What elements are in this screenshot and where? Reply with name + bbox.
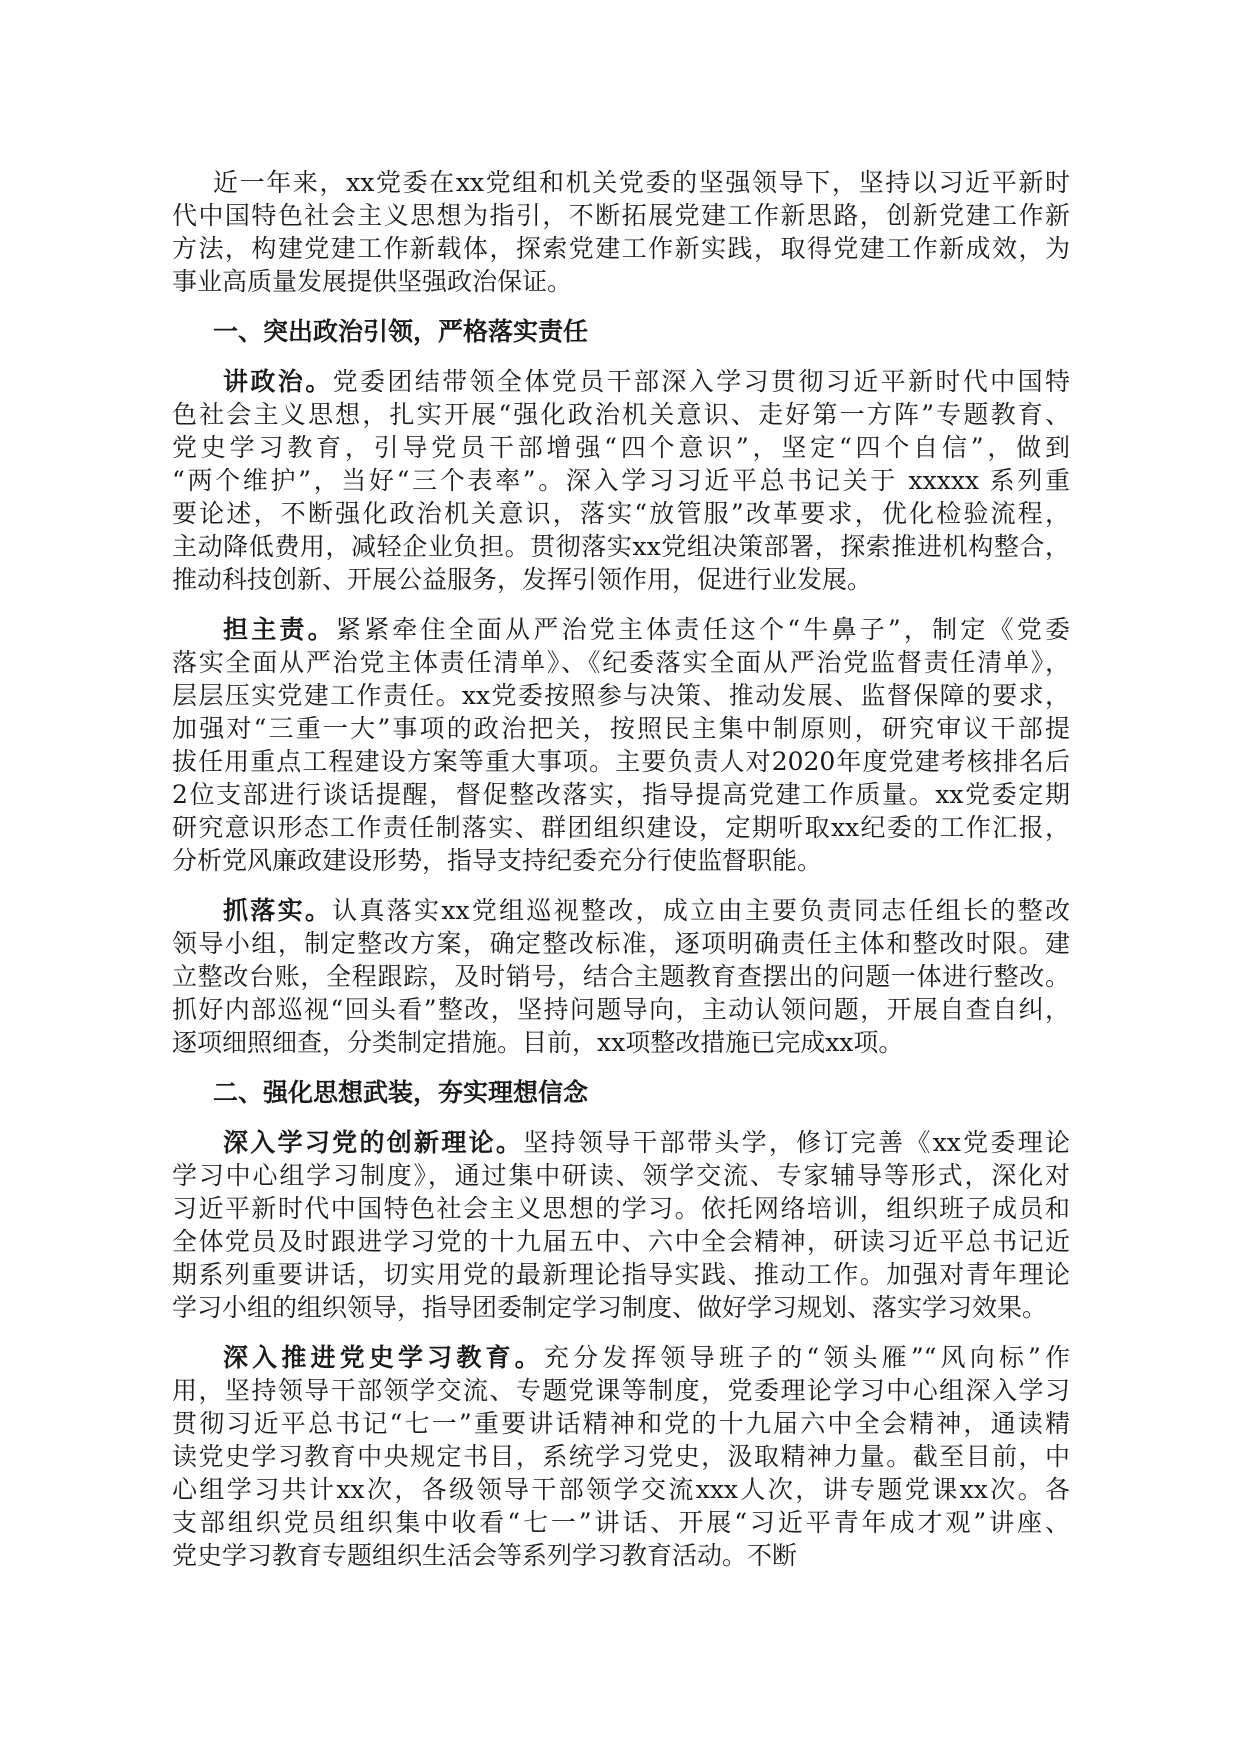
paragraph-line [172,712,1070,745]
line-text: 事业高质量发展提供坚强政治保证。 [172,267,573,296]
line-text: 拔任用重点工程建设方案等重大事项。主要负责人对2020年度党建考核排名后 [172,747,1070,776]
line-text: 代中国特色社会主义思想为指引，不断拓展党建工作新思路，创新党建工作新 [172,201,1070,230]
paragraph-line [172,1026,1070,1059]
line-text: 紧紧牵住全面从严治党主体责任这个“牛鼻子”，制定《党委 [335,615,1070,644]
section-heading: 二、强化思想武装，夯实理想信念 [213,1078,589,1107]
line-text: 期系列重要讲话，切实用党的最新理论指导实践、推动工作。加强对青年理论 [172,1260,1070,1289]
paragraph-line [172,745,1070,778]
paragraph-line [172,1473,1070,1506]
line-text: 充分发挥领导班子的“领头雁”“风向标”作 [543,1343,1070,1372]
document-body [172,166,1070,1589]
paragraph-lead: 深入推进党史学习教育。 [223,1343,544,1372]
body-paragraph [172,613,1070,877]
paragraph-line [172,613,1070,646]
line-text: 分析党风廉政建设形势，指导支持纪委充分行使监督职能。 [172,846,823,875]
paragraph-line [172,1506,1070,1539]
paragraph-line [172,646,1070,679]
paragraph-line [172,679,1070,712]
paragraph-line [172,464,1070,497]
line-text: 贯彻习近平总书记“七一”重要讲话精神和党的十九届六中全会精神，通读精 [172,1409,1070,1438]
paragraph-line [172,844,1070,877]
paragraph-line [172,1258,1070,1291]
paragraph-lead: 深入学习党的创新理论。 [223,1128,524,1157]
line-text: 坚持领导干部带头学，修订完善《xx党委理论 [523,1128,1070,1157]
line-text: 心组学习共计xx次，各级领导干部领学交流xxx人次，讲专题党课xx次。各 [172,1475,1070,1504]
body-paragraph [172,1341,1070,1572]
line-text: 抓好内部巡视“回头看”整改，坚持问题导向，主动认领问题，开展自查自纠， [172,995,1070,1024]
paragraph-line [172,1159,1070,1192]
paragraph-line [172,199,1070,232]
line-text: 支部组织党员组织集中收看“七一”讲话、开展“习近平青年成才观”讲座、 [172,1508,1070,1537]
line-text: 方法，构建党建工作新载体，探索党建工作新实践，取得党建工作新成效，为 [172,234,1070,263]
intro-paragraph [172,166,1070,298]
paragraph-line [172,166,1070,199]
paragraph-lead: 担主责。 [223,615,336,644]
line-text: 加强对“三重一大”事项的政治把关，按照民主集中制原则，研究审议干部提 [172,714,1070,743]
paragraph-line [172,398,1070,431]
paragraph-line [172,365,1070,398]
line-text: 立整改台账，全程跟踪，及时销号，结合主题教育查摆出的问题一体进行整改。 [172,962,1070,991]
line-text: 领导小组，制定整改方案，确定整改标准，逐项明确责任主体和整改时限。建 [172,929,1070,958]
line-text: 层层压实党建工作责任。xx党委按照参与决策、推动发展、监督保障的要求， [172,681,1070,710]
paragraph-line [172,431,1070,464]
paragraph-line [172,1126,1070,1159]
paragraph-lead: 讲政治。 [223,367,333,396]
paragraph-line [172,232,1070,265]
line-text: 近一年来，xx党委在xx党组和机关党委的坚强领导下，坚持以习近平新时 [213,168,1070,197]
line-text: 逐项细照细查，分类制定措施。目前，xx项整改措施已完成xx项。 [172,1028,904,1057]
line-text: 用，坚持领导干部领学交流、专题党课等制度，党委理论学习中心组深入学习 [172,1376,1070,1405]
paragraph-line [172,265,1070,298]
line-text: 习近平新时代中国特色社会主义思想的学习。依托网络培训，组织班子成员和 [172,1194,1070,1223]
paragraph-line [172,1192,1070,1225]
line-text: 党委团结带领全体党员干部深入学习贯彻习近平新时代中国特 [332,367,1070,396]
paragraph-line [172,530,1070,563]
paragraph-line [172,497,1070,530]
paragraph-line [172,960,1070,993]
body-paragraph [172,1126,1070,1324]
paragraph-line [172,778,1070,811]
paragraph-line [172,894,1070,927]
line-text: 落实全面从严治党主体责任清单》、《纪委落实全面从严治党监督责任清单》， [172,648,1070,677]
paragraph-lead: 抓落实。 [223,896,333,925]
line-text: 认真落实xx党组巡视整改，成立由主要负责同志任组长的整改 [332,896,1070,925]
line-text: 2位支部进行谈话提醒，督促整改落实，指导提高党建工作质量。xx党委定期 [172,780,1070,809]
section-heading: 一、突出政治引领，严格落实责任 [213,317,589,346]
paragraph-line [172,563,1070,596]
paragraph-line [172,1374,1070,1407]
line-text: 推动科技创新、开展公益服务，发挥引领作用，促进行业发展。 [172,565,873,594]
line-text: 研究意识形态工作责任制落实、群团组织建设，定期听取xx纪委的工作汇报， [172,813,1070,842]
line-text: 全体党员及时跟进学习党的十九届五中、六中全会精神，研读习近平总书记近 [172,1227,1070,1256]
line-text: 党史学习教育专题组织生活会等系列学习教育活动。不断 [172,1541,798,1570]
line-text: 党史学习教育，引导党员干部增强“四个意识”，坚定“四个自信”，做到 [172,433,1070,462]
line-text: “两个维护”，当好“三个表率”。深入学习习近平总书记关于 xxxxx 系列重 [172,466,1070,495]
paragraph-line [172,1225,1070,1258]
paragraph-line [172,993,1070,1026]
line-text: 学习中心组学习制度》，通过集中研读、领学交流、专家辅导等形式，深化对 [172,1161,1070,1190]
line-text: 主动降低费用，减轻企业负担。贯彻落实xx党组决策部署，探索推进机构整合， [172,532,1070,561]
line-text: 学习小组的组织领导，指导团委制定学习制度、做好学习规划、落实学习效果。 [172,1293,1048,1322]
line-text: 要论述，不断强化政治机关意识，落实“放管服”改革要求，优化检验流程， [172,499,1070,528]
body-paragraph [172,365,1070,596]
line-text: 读党史学习教育中央规定书目，系统学习党史，汲取精神力量。截至目前，中 [172,1442,1070,1471]
paragraph-line [172,1291,1070,1324]
paragraph-line [172,811,1070,844]
body-paragraph [172,894,1070,1059]
paragraph-line [172,1440,1070,1473]
paragraph-line [172,1539,1070,1572]
paragraph-line [172,1341,1070,1374]
line-text: 色社会主义思想，扎实开展“强化政治机关意识、走好第一方阵”专题教育、 [172,400,1070,429]
paragraph-line [172,927,1070,960]
paragraph-line [172,1407,1070,1440]
